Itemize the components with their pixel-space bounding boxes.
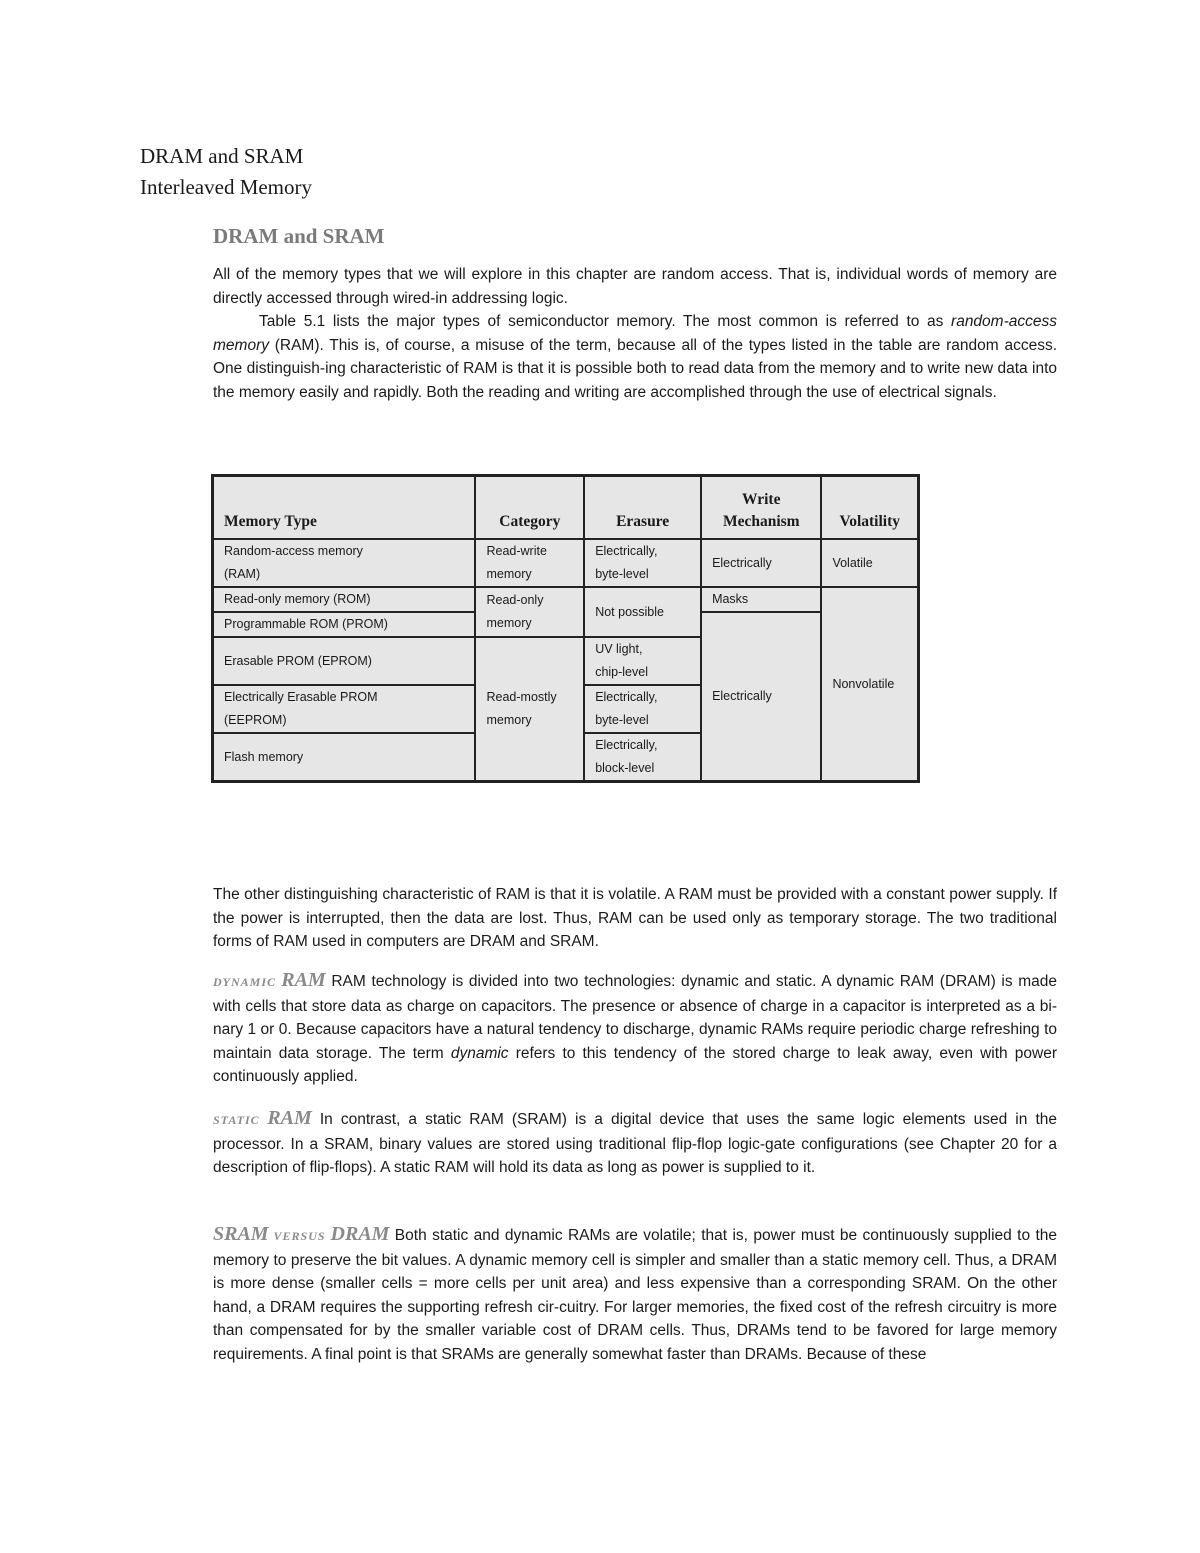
paragraph-table-intro	[213, 310, 1057, 404]
text-span: Table 5.1 lists the major types of semiconductor memory. The most common is referred to as	[259, 313, 952, 330]
memory-types-table	[211, 474, 920, 783]
paragraph-sram-vs-dram	[213, 1223, 1057, 1366]
paragraph-static-ram	[213, 1107, 1057, 1180]
cell-ram-volatility: Volatile	[821, 539, 918, 587]
cell-electrically-write: Electrically	[701, 612, 821, 782]
cell-nonvolatile: Nonvolatile	[821, 587, 918, 782]
cell-text: Read-only	[486, 593, 544, 607]
cell-rom-erasure: Not possible	[584, 587, 701, 637]
text-span: In contrast, a static RAM (SRAM) is a digital device that uses the same logic elements used in the processor. In a SRAM, binary values are stored using traditional flip-flop logic-gate configurations (see Chapter 20 for a description of flip-flops). A static RAM will hold its data as long as power is supplied to it.	[213, 1111, 1057, 1176]
cell-eeprom-erasure	[584, 685, 701, 733]
cell-rom-category	[475, 587, 584, 637]
cell-ram-erasure	[584, 539, 701, 587]
runin-big: RAM	[267, 1107, 312, 1129]
table-row	[213, 539, 919, 587]
header-memory-type: Memory Type	[213, 476, 476, 540]
cell-text: (RAM)	[224, 567, 261, 581]
runin-big: SRAM	[213, 1223, 269, 1245]
toc-item-interleaved-memory[interactable]: Interleaved Memory	[140, 175, 313, 199]
cell-text: Random-access memory	[224, 544, 363, 558]
cell-text: Electrically Erasable PROM	[224, 690, 378, 704]
paragraph-volatility: The other distinguishing characteristic of RAM is that it is volatile. A RAM must be provided with a constant power supply. If the power is interrupted, then the data are lost. Thus, RAM can be used only as temporary storage. The two traditional forms of RAM used in computers are DRAM and SRAM.	[213, 886, 1057, 950]
cell-rom-type: Read-only memory (ROM)	[213, 587, 476, 612]
emphasis-term: dynamic	[450, 1044, 509, 1062]
cell-text: Electrically,	[595, 738, 658, 752]
emphasis-term: random-access memory	[213, 313, 1057, 354]
runin-big: RAM	[281, 969, 326, 991]
cell-text: (EEPROM)	[224, 713, 287, 727]
cell-eprom-type: Erasable PROM (EPROM)	[213, 637, 476, 685]
text-span: refers to this tendency of the stored charge to leak away, even with power continuously applied.	[213, 1044, 1057, 1085]
text-span: RAM technology is divided into two technologies: dynamic and static. A dynamic RAM (DRAM) is made with cells that store data as charge on capacitors. The presence or absence of charge in a capacitor is interpreted as a bi-nary 1 or 0. Because capacitors have a natural tendency to discharge, dynamic RAMs require periodic charge refreshing to maintain data storage. The term	[213, 973, 1058, 1062]
cell-eeprom-type	[213, 685, 476, 733]
cell-text: byte-level	[595, 713, 649, 727]
text-span: Both static and dynamic RAMs are volatile; that is, power must be continuously supplied to the memory to preserve the bit values. A dynamic memory cell is simpler and smaller than a static memory cell. Thus, a DRAM is more dense (smaller cells = more cells per unit area) and less expensive than a corresponding SRAM. On the other hand, a DRAM requires the supporting refresh cir-cuitry. For larger memories, the fixed cost of the refresh circuitry is more than compensated for by the smaller variable cost of DRAM cells. Thus, DRAMs tend to be favored for large memory requirements. A final point is that SRAMs are generally somewhat faster than DRAMs. Because of these	[213, 1227, 1058, 1363]
header-erasure: Erasure	[584, 476, 701, 540]
runin-heading-static-ram	[213, 1107, 312, 1129]
toc-item-dram-sram[interactable]: DRAM and SRAM	[140, 144, 304, 168]
cell-ram-type	[213, 539, 476, 587]
cell-text: block-level	[595, 761, 655, 775]
runin-small: VERSUS	[273, 1229, 326, 1243]
paragraph-dynamic-ram	[213, 969, 1057, 1089]
cell-text: UV light,	[595, 642, 643, 656]
cell-flash-type: Flash memory	[213, 733, 476, 782]
cell-text: byte-level	[595, 567, 649, 581]
cell-text: Read-write	[486, 544, 547, 558]
table-row	[213, 587, 919, 612]
header-write-line2: Mechanism	[722, 513, 800, 530]
cell-flash-erasure	[584, 733, 701, 782]
runin-heading-dynamic-ram	[213, 969, 326, 991]
cell-read-mostly-category	[475, 637, 584, 782]
section-title: DRAM and SRAM	[213, 224, 385, 248]
header-write-line1: Write	[742, 491, 781, 508]
runin-big: DRAM	[330, 1223, 390, 1245]
table-of-contents	[140, 141, 312, 203]
cell-text: Electrically,	[595, 690, 658, 704]
cell-rom-write: Masks	[701, 587, 821, 612]
cell-ram-category	[475, 539, 584, 587]
cell-text: memory	[486, 713, 532, 727]
cell-text: memory	[486, 616, 532, 630]
text-span: (RAM). This is, of course, a misuse of the term, because all of the types listed in the table are random access. One distinguish-ing characteristic of RAM is that it is possible both to read data from the memory and to write new data into the memory easily and rapidly. Both the reading and writing are accomplished through the use of electrical signals.	[213, 336, 1057, 401]
header-write-mechanism	[701, 476, 821, 540]
runin-heading-sram-versus-dram	[213, 1223, 390, 1245]
cell-ram-write: Electrically	[701, 539, 821, 587]
table-header-row	[213, 476, 919, 540]
runin-small: STATIC	[213, 1113, 260, 1127]
header-category: Category	[475, 476, 584, 540]
cell-text: Read-mostly	[486, 690, 557, 704]
runin-small: DYNAMIC	[213, 975, 277, 989]
cell-prom-type: Programmable ROM (PROM)	[213, 612, 476, 637]
cell-text: chip-level	[595, 665, 648, 679]
header-volatility: Volatility	[821, 476, 918, 540]
cell-eprom-erasure	[584, 637, 701, 685]
paragraph-intro: All of the memory types that we will explore in this chapter are random access. That is, individual words of memory are directly accessed through wired-in addressing logic.	[213, 266, 1057, 307]
cell-text: Electrically,	[595, 544, 658, 558]
cell-text: memory	[486, 567, 532, 581]
